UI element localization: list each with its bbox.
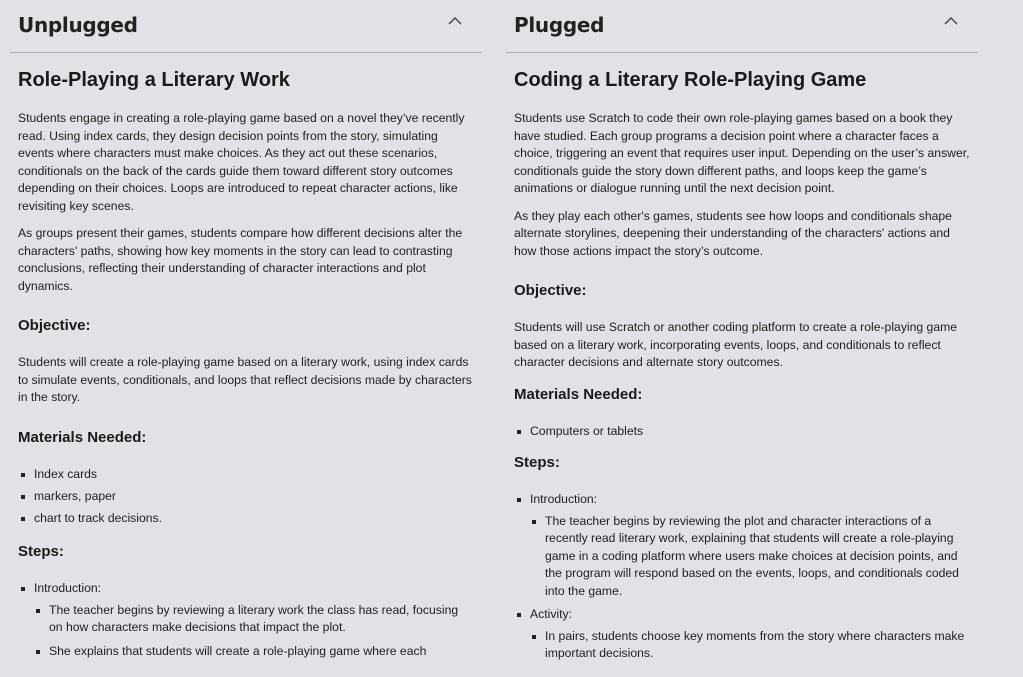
unplugged-steps-heading: Steps: [18, 543, 64, 560]
list-item: Index cards [34, 466, 474, 484]
plugged-header[interactable] [506, 0, 978, 53]
plugged-objective-text: Students will use Scratch or another coding platform to create a role-playing game based on a literary work, incorporating events, loops, and conditionals to reflect character decisions and alternate story outcomes. [514, 320, 958, 369]
unplugged-activity-title: Role-Playing a Literary Work [18, 69, 290, 91]
step-label: Introduction: [530, 492, 598, 506]
list-item: Computers or tablets [530, 423, 970, 441]
unplugged-materials-list [18, 466, 474, 528]
step-label: Activity: [530, 607, 572, 621]
plugged-steps-heading: Steps: [514, 454, 560, 471]
plugged-paragraph: As they play each other's games, students see how loops and conditionals shape alternate storylines, deepening their understanding of the characters' actions and how those actions impact the story’s outcome. [514, 208, 952, 258]
unplugged-panel [10, 0, 482, 674]
plugged-paragraph: Students use Scratch to code their own role-playing games based on a book they have studied. Each group programs a decision point where a character faces a choice, triggering an event that requires user input. Depending on the user’s answer, conditionals guide the story down different paths, and loops keep the game’s animations or dialogue running until the next decision point. [514, 111, 970, 195]
list-item: markers, paper [34, 488, 474, 506]
list-item: She explains that students will create a role-playing game where each [49, 643, 474, 661]
unplugged-objective-text: Students will create a role-playing game based on a literary work, using index cards to simulate events, conditionals, and loops that reflect decisions made by characters in the story. [18, 355, 472, 404]
unplugged-paragraph: Students engage in creating a role-playing game based on a novel they’ve recently read. Using index cards, they design decision points from the story, simulating events where characters must make choices. As they act out these scenarios, conditionals on the back of the cards guide them toward different story outcomes depending on their choices. Loops are introduced to repeat character actions, like revisiting key scenes. [18, 111, 465, 213]
plugged-objective-heading: Objective: [514, 282, 587, 299]
plugged-activity-title: Coding a Literary Role-Playing Game [514, 69, 867, 91]
chevron-up-icon[interactable] [942, 14, 960, 28]
list-item [530, 491, 970, 600]
list-item: chart to track decisions. [34, 510, 474, 528]
unplugged-objective-heading: Objective: [18, 317, 91, 334]
plugged-steps-list [514, 491, 970, 663]
plugged-panel [506, 0, 978, 677]
plugged-materials-list [514, 423, 970, 441]
list-item: The teacher begins by reviewing the plot and character interactions of a recently read literary work, explaining that students will create a role-playing game in a coding platform where users make choices at decision points, and the program will respond based on the events, loops, and conditionals coded into the game. [545, 513, 970, 601]
unplugged-paragraph: As groups present their games, students compare how different decisions alter the characters' paths, showing how key moments in the story can lead to contrasting conclusions, reflecting their understanding of character interactions and plot dynamics. [18, 226, 463, 293]
plugged-materials-heading: Materials Needed: [514, 385, 643, 403]
step-label: Introduction: [34, 581, 102, 595]
list-item [34, 580, 474, 660]
unplugged-section-title: Unplugged [18, 13, 138, 37]
list-item: In pairs, students choose key moments from the story where characters make important decisions. [545, 628, 970, 663]
list-item [530, 606, 970, 663]
unplugged-steps-list [18, 580, 474, 660]
unplugged-header[interactable] [10, 0, 482, 53]
chevron-up-icon[interactable] [446, 14, 464, 28]
plugged-section-title: Plugged [514, 13, 605, 37]
list-item: The teacher begins by reviewing a literary work the class has read, focusing on how characters make decisions that impact the plot. [49, 602, 474, 637]
unplugged-materials-heading: Materials Needed: [18, 428, 147, 446]
